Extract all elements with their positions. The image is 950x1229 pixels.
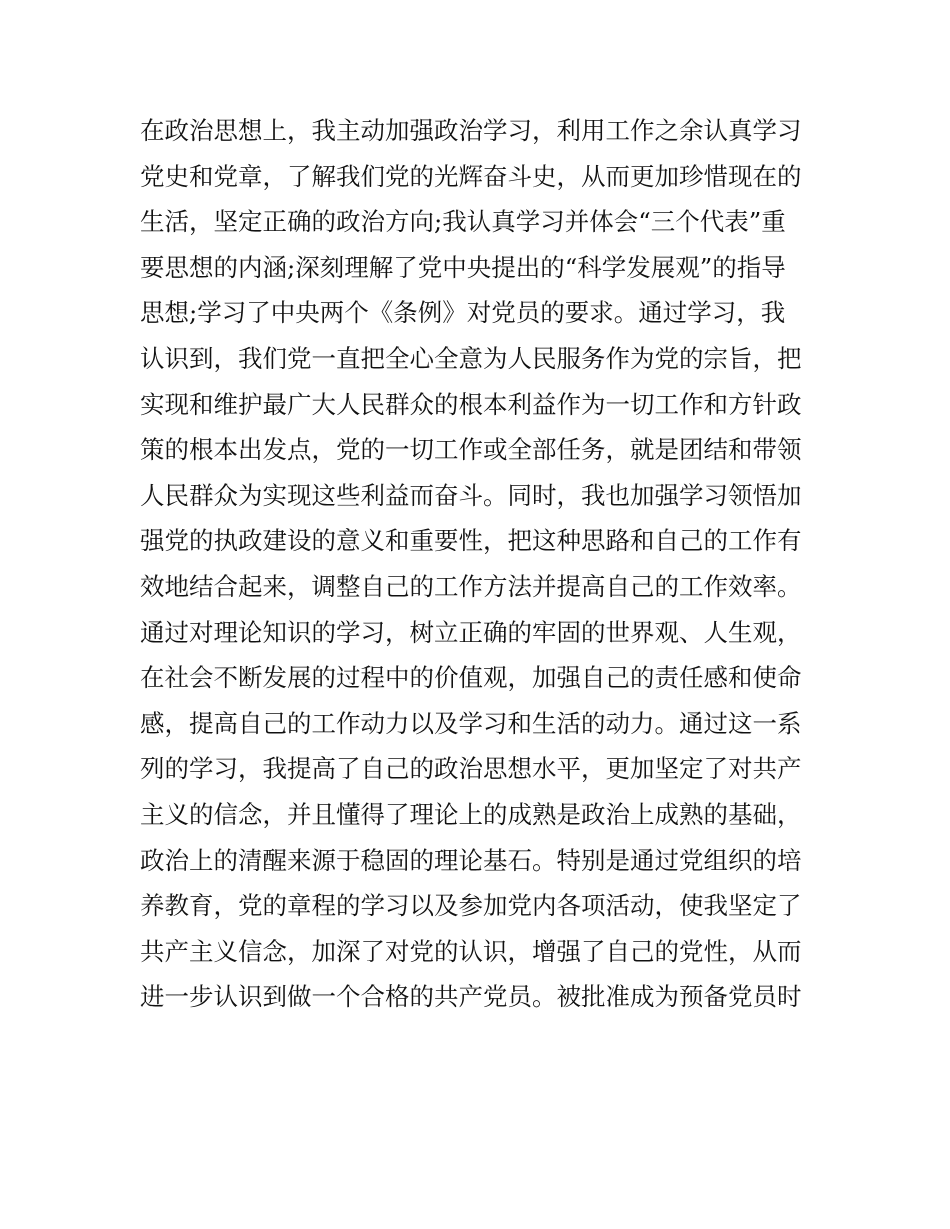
text-line: 生活，坚定正确的政治方向;我认真学习并体会“三个代表”重 (140, 207, 786, 237)
text-line: 实现和维护最广大人民群众的根本利益作为一切工作和方针政 (140, 389, 802, 419)
text-line: 策的根本出发点，党的一切工作或全部任务，就是团结和带领 (140, 435, 802, 465)
text-line: 效地结合起来，调整自己的工作方法并提高自己的工作效率。 (140, 571, 802, 601)
text-line: 政治上的清醒来源于稳固的理论基石。特别是通过党组织的培 (140, 845, 802, 875)
text-line: 进一步认识到做一个合格的共产党员。被批准成为预备党员时 (140, 982, 802, 1012)
text-line: 共产主义信念，加深了对党的认识，增强了自己的党性，从而 (140, 936, 802, 966)
text-line: 党史和党章，了解我们党的光辉奋斗史，从而更加珍惜现在的 (140, 161, 802, 191)
text-line: 强党的执政建设的意义和重要性，把这种思路和自己的工作有 (140, 526, 802, 556)
text-line: 养教育，党的章程的学习以及参加党内各项活动，使我坚定了 (140, 891, 802, 921)
text-line: 认识到，我们党一直把全心全意为人民服务作为党的宗旨，把 (140, 343, 802, 373)
text-line: 人民群众为实现这些利益而奋斗。同时，我也加强学习领悟加 (140, 480, 802, 510)
text-line: 列的学习，我提高了自己的政治思想水平，更加坚定了对共产 (140, 754, 802, 784)
text-line: 在政治思想上，我主动加强政治学习，利用工作之余认真学习 (140, 116, 802, 145)
body-paragraph (140, 108, 820, 1020)
text-line: 在社会不断发展的过程中的价值观，加强自己的责任感和使命 (140, 663, 802, 693)
text-line: 思想;学习了中央两个《条例》对党员的要求。通过学习，我 (140, 298, 786, 328)
text-line: 通过对理论知识的学习，树立正确的牢固的世界观、人生观， (140, 617, 802, 647)
text-line: 要思想的内涵;深刻理解了党中央提出的“科学发展观”的指导 (140, 252, 786, 282)
text-line: 感，提高自己的工作动力以及学习和生活的动力。通过这一系 (140, 708, 802, 738)
text-line: 主义的信念，并且懂得了理论上的成熟是政治上成熟的基础， (140, 799, 802, 829)
